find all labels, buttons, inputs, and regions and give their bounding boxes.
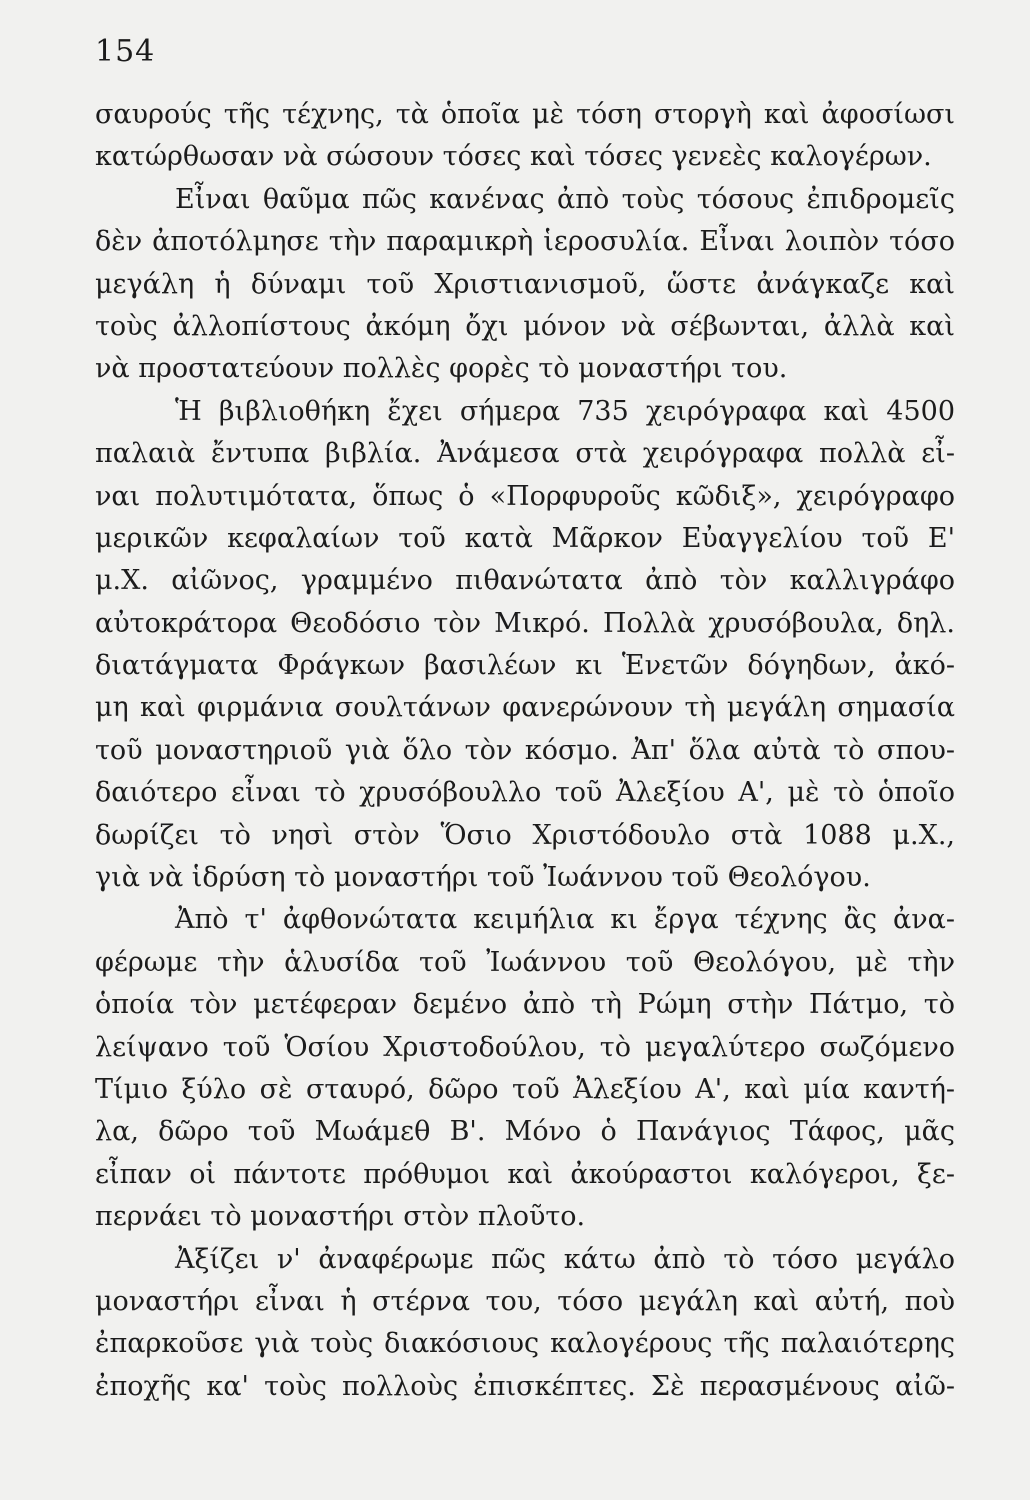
- text-line: διατάγματα Φράγκων βασιλέων κι Ἑνετῶν δόγηδων, ἀκό-: [95, 650, 955, 682]
- text-line: Ἀξίζει ν' ἀναφέρωμε πῶς κάτω ἀπὸ τὸ τόσο μεγάλο: [175, 1243, 955, 1275]
- text-line: κατώρθωσαν νὰ σώσουν τόσες καὶ τόσες γενεὲς καλογέρων.: [95, 141, 932, 173]
- text-line: αὐτοκράτορα Θεοδόσιο τὸν Μικρό. Πολλὰ χρυσόβουλα, δηλ.: [95, 607, 955, 639]
- text-line: δὲν ἀποτόλμησε τὴν παραμικρὴ ἱεροσυλία. Εἶναι λοιπὸν τόσο: [95, 226, 955, 258]
- text-line: ἐπαρκοῦσε γιὰ τοὺς διακόσιους καλογέρους τῆς παλαιότερης: [95, 1328, 955, 1360]
- text-line: ἐποχῆς κα' τοὺς πολλοὺς ἐπισκέπτες. Σὲ περασμένους αἰῶ-: [95, 1370, 955, 1402]
- text-line: ναι πολυτιμότατα, ὅπως ὁ «Πορφυροῦς κῶδιξ», χειρόγραφο: [95, 480, 955, 512]
- text-line: τοὺς ἀλλοπίστους ἀκόμη ὄχι μόνον νὰ σέβωνται, ἀλλὰ καὶ: [95, 310, 955, 342]
- text-line: τοῦ μοναστηριοῦ γιὰ ὅλο τὸν κόσμο. Ἀπ' ὅλα αὐτὰ τὸ σπου-: [95, 734, 955, 766]
- text-line: γιὰ νὰ ἱδρύση τὸ μοναστήρι τοῦ Ἰωάννου τοῦ Θεολόγου.: [95, 862, 871, 894]
- text-line: μοναστήρι εἶναι ἡ στέρνα του, τόσο μεγάλη καὶ αὐτή, ποὺ: [95, 1285, 955, 1317]
- text-line: μ.Χ. αἰῶνος, γραμμένο πιθανώτατα ἀπὸ τὸν καλλιγράφο: [95, 565, 955, 597]
- text-line: περνάει τὸ μοναστήρι στὸν πλοῦτο.: [95, 1201, 586, 1233]
- text-line: Τίμιο ξύλο σὲ σταυρό, δῶρο τοῦ Ἀλεξίου Α', καὶ μία καντή-: [95, 1073, 955, 1105]
- text-line: δαιότερο εἶναι τὸ χρυσόβουλλο τοῦ Ἀλεξίου Α', μὲ τὸ ὁποῖο: [95, 777, 955, 809]
- text-line: μεγάλη ἡ δύναμι τοῦ Χριστιανισμοῦ, ὥστε ἀνάγκαζε καὶ: [95, 268, 955, 300]
- text-line: μερικῶν κεφαλαίων τοῦ κατὰ Μᾶρκον Εὐαγγελίου τοῦ Ε': [95, 522, 955, 554]
- text-line: Ἡ βιβλιοθήκη ἔχει σήμερα 735 χειρόγραφα καὶ 4500: [175, 395, 955, 427]
- text-line: σαυρούς τῆς τέχνης, τὰ ὁποῖα μὲ τόση στοργὴ καὶ ἀφοσίωσι: [95, 99, 955, 130]
- text-line: Εἶναι θαῦμα πῶς κανένας ἀπὸ τοὺς τόσους ἐπιδρομεῖς: [175, 183, 955, 215]
- text-line: εἶπαν οἱ πάντοτε πρόθυμοι καὶ ἀκούραστοι καλόγεροι, ξε-: [95, 1158, 955, 1190]
- text-line: μη καὶ φιρμάνια σουλτάνων φανερώνουν τὴ μεγάλη σημασία: [95, 692, 955, 724]
- text-line: παλαιὰ ἔντυπα βιβλία. Ἀνάμεσα στὰ χειρόγραφα πολλὰ εἶ-: [95, 438, 955, 470]
- text-line: φέρωμε τὴν ἁλυσίδα τοῦ Ἰωάννου τοῦ Θεολόγου, μὲ τὴν: [95, 946, 955, 978]
- text-line: ὁποία τὸν μετέφεραν δεμένο ἀπὸ τὴ Ρώμη στὴν Πάτμο, τὸ: [95, 989, 955, 1021]
- text-line: λα, δῶρο τοῦ Μωάμεθ Β'. Μόνο ὁ Πανάγιος Τάφος, μᾶς: [95, 1116, 955, 1148]
- body-text: [95, 94, 955, 1408]
- text-line: δωρίζει τὸ νησὶ στὸν Ὅσιο Χριστόδουλο στὰ 1088 μ.Χ.,: [95, 819, 955, 851]
- text-line: Ἀπὸ τ' ἀφθονώτατα κειμήλια κι ἔργα τέχνης ἂς ἀνα-: [175, 904, 955, 936]
- text-line: λείψανο τοῦ Ὁσίου Χριστοδούλου, τὸ μεγαλύτερο σωζόμενο: [95, 1031, 955, 1063]
- text-line: νὰ προστατεύουν πολλὲς φορὲς τὸ μοναστήρι του.: [95, 353, 788, 385]
- page-number: 154: [95, 34, 156, 69]
